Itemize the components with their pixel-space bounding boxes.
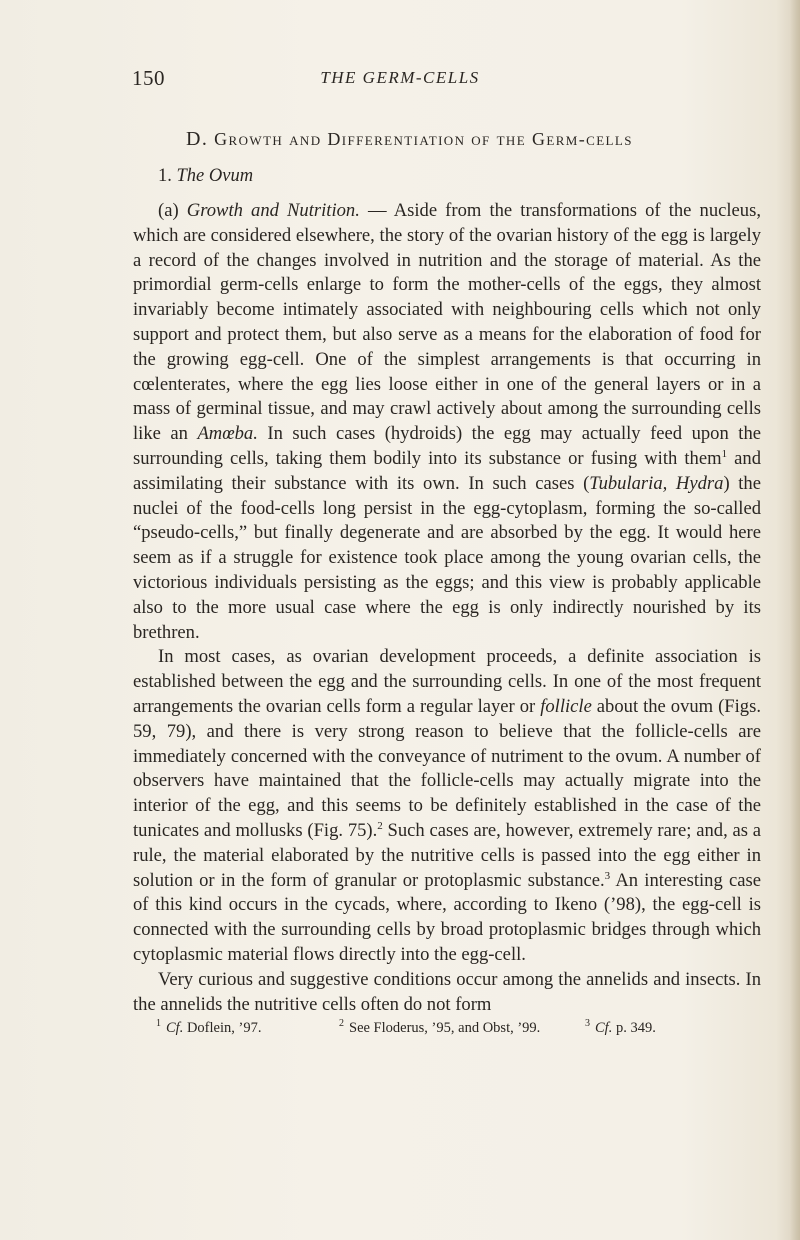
paragraph-annelids [133, 968, 761, 1018]
section-letter: D. [186, 128, 209, 150]
footnote-mark: 1 [156, 1018, 161, 1030]
body-text [133, 199, 761, 1017]
page-header [0, 66, 800, 96]
page-number: 150 [132, 66, 165, 90]
paragraph-text: about the ovum (Figs. 59, 79), and there is very strong reason to believe that the follicle-cells are immediately concerned with the conveyance of nutriment to the ovum. A number of observers have maintained that the follicle-cells may actually migrate into the interior of the egg, and this seems to be definitely established in the case of the tunicates and mollusks (Fig. 75). [133, 695, 761, 841]
running-head: THE GERM-CELLS [320, 68, 480, 87]
footnote-2: $^2$ See Floderus, ’95, and Obst, ’99. [339, 1018, 541, 1036]
paragraph-text: and assimilating their substance with its own. In such cases ( [133, 447, 761, 494]
footnote-mark: 3 [585, 1018, 590, 1030]
paragraph-text: In most cases, as ovarian development proceeds, a definite association is established between the egg and the surrounding cells. In one of the most frequent arrangements the ovarian cells form a regular layer or [133, 646, 761, 717]
paragraph-text: In such cases (hydroids) the egg may actually feed upon the surrounding cells, taking them bodily into its substance or fusing with them [133, 423, 761, 469]
paragraph-follicle [133, 645, 761, 967]
subsection-title: The Ovum [176, 166, 254, 186]
footnote-mark: 2 [339, 1018, 344, 1030]
paragraph-label: (a) [158, 200, 179, 221]
subsection-heading [158, 166, 253, 187]
paragraph-heading: Growth and Nutrition. [186, 200, 360, 221]
footnote-3: $^3$ Cf. p. 349. [585, 1018, 656, 1036]
italic-term: Tubularia, Hydra [589, 472, 724, 494]
italic-term: Amœba. [197, 423, 258, 445]
section-heading [186, 128, 633, 151]
paragraph-text: Such cases are, however, extremely rare; and, as a rule, the material elaborated by the nutritive cells is passed into the egg either in solution or in the form of granular or protoplasmic substance. [133, 819, 761, 891]
subsection-number: 1. [158, 166, 172, 186]
section-title: Growth and Differentiation of the Germ-cells [214, 129, 633, 149]
footnote-reference: 2 [377, 819, 383, 832]
footnotes [0, 1020, 800, 1042]
paragraph-text: Aside from the transformations of the nucleus, which are considered elsewhere, the story of the ovarian history of the egg is largely a record of the changes involved in nutrition and the storage of material. As the primordial germ-cells enlarge to form the mother-cells of the eggs, they almost invariably become intimately associated with neighbouring cells which not only support and protect them, but also serve as a means for the elaboration of food for the growing egg-cell. One of the simplest arrangements is that occurring in cœlenterates, where the egg lies loose either in one of the general layers or in a mass of germinal tissue, and may crawl actively about among the surrounding cells like an [133, 200, 761, 445]
footnote-reference: 3 [604, 869, 611, 882]
footnote-1: $^1$ Cf. Doflein, ’97. [156, 1018, 262, 1036]
paragraph-text: An interesting case of this kind occurs in the cycads, where, according to Ikeno (’98), the egg-cell is connected with the surrounding cells by broad protoplasmic bridges through which cytoplasmic material flows directly into the egg-cell. [133, 869, 761, 965]
page-edge-shadow [790, 0, 800, 1240]
paragraph-growth-nutrition: (a) Growth and Nutrition. — Aside from the transformations of the nucleus, which are considered elsewhere, the story of the ovarian history of the egg is largely a record of the changes involved in nutrition and the storage of material. As the primordial germ-cells enlarge to form the mother-cells of the eggs, they almost invariably become intimately associated with neighbouring cells which not only support and protect them, but also serve as a means for the elaboration of food for the growing egg-cell. One of the simplest arrangements is that occurring in cœlenterates, where the egg lies loose either in one of the general layers or in a mass of germinal tissue, and may crawl actively about among the surrounding cells like an Amœba. In such cases (hydroids) the egg may actually feed upon the surrounding cells, taking them bodily into its substance or fusing with them$^1$ and assimilating their substance with its own. In such cases (Tubularia, Hydra) the nuclei of the food-cells long persist in the egg-cytoplasm, forming the so-called “pseudo-cells,” but finally degenerate and are absorbed by the egg. It would here seem as if a struggle for existence took place among the young ovarian cells, the victorious individuals persisting as the eggs; and this view is probably applicable also to the more usual case where the egg is only indirectly nourished by its brethren. [133, 200, 761, 643]
italic-term: follicle [540, 695, 592, 717]
paragraph-text: ) the nuclei of the food-cells long persist in the egg-cytoplasm, forming the so-called “pseudo-cells,” but finally degenerate and are absorbed by the egg. It would here seem as if a struggle for existence took place among the young ovarian cells, the victorious individuals persisting as the eggs; and this view is probably applicable also to the more usual case where the egg is only indirectly nourished by its brethren. [133, 472, 761, 643]
footnote-reference: 1 [721, 447, 728, 460]
paragraph-text: Very curious and suggestive conditions occur among the annelids and insects. In the annelids the nutritive cells often do not form [133, 968, 761, 1015]
